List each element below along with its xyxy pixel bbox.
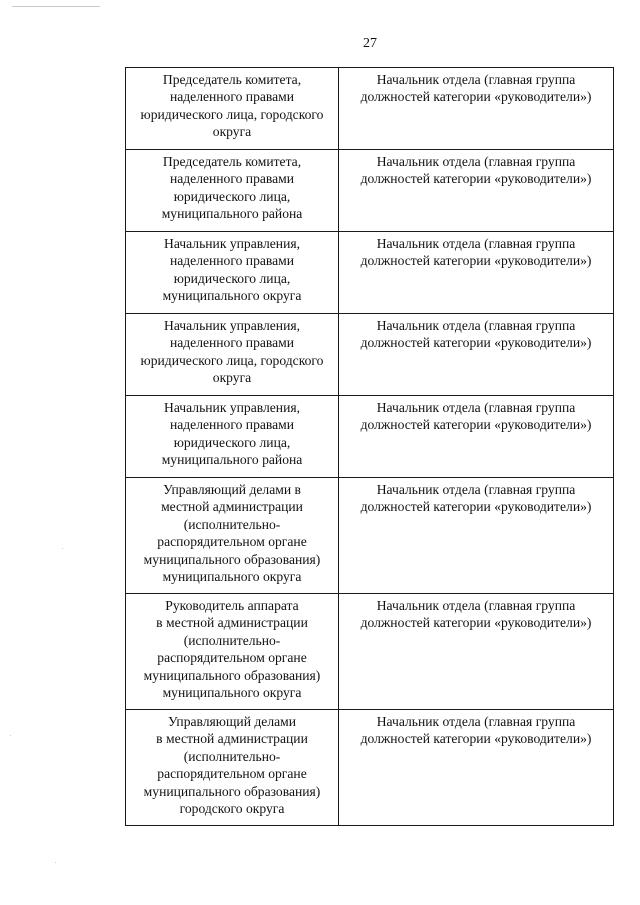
- position-title-line: Председатель комитета,: [162, 154, 302, 169]
- position-title-cell: [126, 478, 339, 594]
- position-title-line: Начальник управления,: [164, 236, 300, 251]
- equivalent-position-line: должностей категории «руководители»): [360, 171, 592, 187]
- position-title-line: Председатель комитета,: [162, 72, 302, 87]
- position-title-line: распорядительном органе: [157, 766, 307, 782]
- position-title-line: городского округа: [179, 801, 285, 817]
- position-title-line: в местной администрации: [156, 615, 308, 631]
- table-row: [126, 150, 614, 232]
- table-row: [126, 594, 614, 710]
- position-title-line: (исполнительно-: [183, 748, 281, 764]
- equivalent-position-line: Начальник отдела (главная группа: [376, 154, 576, 169]
- position-title-cell: [126, 396, 339, 478]
- position-title-line: наделенного правами: [169, 335, 295, 351]
- position-title-line: муниципального района: [161, 206, 303, 222]
- equivalent-position-line: должностей категории «руководители»): [360, 731, 592, 747]
- positions-table-body: [126, 68, 614, 826]
- scan-speck: [10, 735, 11, 736]
- position-title-line: юридического лица,: [173, 270, 291, 286]
- table-row: [126, 710, 614, 826]
- table-row: [126, 232, 614, 314]
- scan-speck: [62, 548, 63, 549]
- position-title-line: муниципального округа: [162, 569, 302, 585]
- table-row: [126, 396, 614, 478]
- position-title-line: наделенного правами: [169, 89, 295, 105]
- position-title-cell: [126, 68, 339, 150]
- equivalent-position-line: должностей категории «руководители»): [360, 615, 592, 631]
- equivalent-position-line: Начальник отдела (главная группа: [376, 72, 576, 87]
- position-title-line: Начальник управления,: [164, 400, 300, 415]
- page-number: 27: [363, 36, 377, 51]
- positions-table: [125, 67, 614, 826]
- position-title-line: (исполнительно-: [183, 632, 281, 648]
- position-title-cell: [126, 594, 339, 710]
- equivalent-position-line: Начальник отдела (главная группа: [376, 714, 576, 729]
- equivalent-position-cell: [339, 478, 614, 594]
- equivalent-position-cell: [339, 232, 614, 314]
- position-title-line: юридического лица, городского: [140, 106, 324, 122]
- position-title-cell: [126, 150, 339, 232]
- position-title-cell: [126, 314, 339, 396]
- position-title-cell: [126, 232, 339, 314]
- position-title-line: Управляющий делами: [167, 714, 297, 729]
- position-title-line: юридического лица, городского: [140, 352, 324, 368]
- equivalent-position-line: должностей категории «руководители»): [360, 499, 592, 515]
- position-title-cell: [126, 710, 339, 826]
- position-title-line: Начальник управления,: [164, 318, 300, 333]
- position-title-line: округа: [212, 124, 252, 140]
- scan-edge-mark: [12, 6, 100, 7]
- position-title-line: наделенного правами: [169, 253, 295, 269]
- equivalent-position-cell: [339, 150, 614, 232]
- equivalent-position-line: Начальник отдела (главная группа: [376, 236, 576, 251]
- position-title-line: наделенного правами: [169, 417, 295, 433]
- equivalent-position-cell: [339, 710, 614, 826]
- position-title-line: муниципального образования): [143, 667, 321, 683]
- equivalent-position-line: должностей категории «руководители»): [360, 335, 592, 351]
- position-title-line: муниципального образования): [143, 551, 321, 567]
- position-title-line: муниципального округа: [162, 685, 302, 701]
- position-title-line: округа: [212, 370, 252, 386]
- position-title-line: юридического лица,: [173, 188, 291, 204]
- equivalent-position-cell: [339, 314, 614, 396]
- position-title-line: муниципального округа: [162, 288, 302, 304]
- equivalent-position-line: Начальник отдела (главная группа: [376, 318, 576, 333]
- equivalent-position-cell: [339, 594, 614, 710]
- equivalent-position-cell: [339, 396, 614, 478]
- position-title-line: местной администрации: [161, 499, 303, 515]
- position-title-line: Управляющий делами в: [163, 482, 301, 497]
- equivalent-position-line: должностей категории «руководители»): [360, 89, 592, 105]
- table-row: [126, 68, 614, 150]
- table-row: [126, 478, 614, 594]
- position-title-line: Руководитель аппарата: [165, 598, 299, 613]
- position-title-line: распорядительном органе: [157, 534, 307, 550]
- equivalent-position-line: Начальник отдела (главная группа: [376, 482, 576, 497]
- equivalent-position-line: должностей категории «руководители»): [360, 417, 592, 433]
- equivalent-position-cell: [339, 68, 614, 150]
- position-title-line: юридического лица,: [173, 434, 291, 450]
- equivalent-position-line: Начальник отдела (главная группа: [376, 598, 576, 613]
- position-title-line: в местной администрации: [156, 731, 308, 747]
- table-row: [126, 314, 614, 396]
- position-title-line: распорядительном органе: [157, 650, 307, 666]
- position-title-line: муниципального образования): [143, 783, 321, 799]
- scan-speck: [55, 862, 56, 863]
- position-title-line: наделенного правами: [169, 171, 295, 187]
- equivalent-position-line: Начальник отдела (главная группа: [376, 400, 576, 415]
- position-title-line: (исполнительно-: [183, 516, 281, 532]
- position-title-line: муниципального района: [161, 452, 303, 468]
- equivalent-position-line: должностей категории «руководители»): [360, 253, 592, 269]
